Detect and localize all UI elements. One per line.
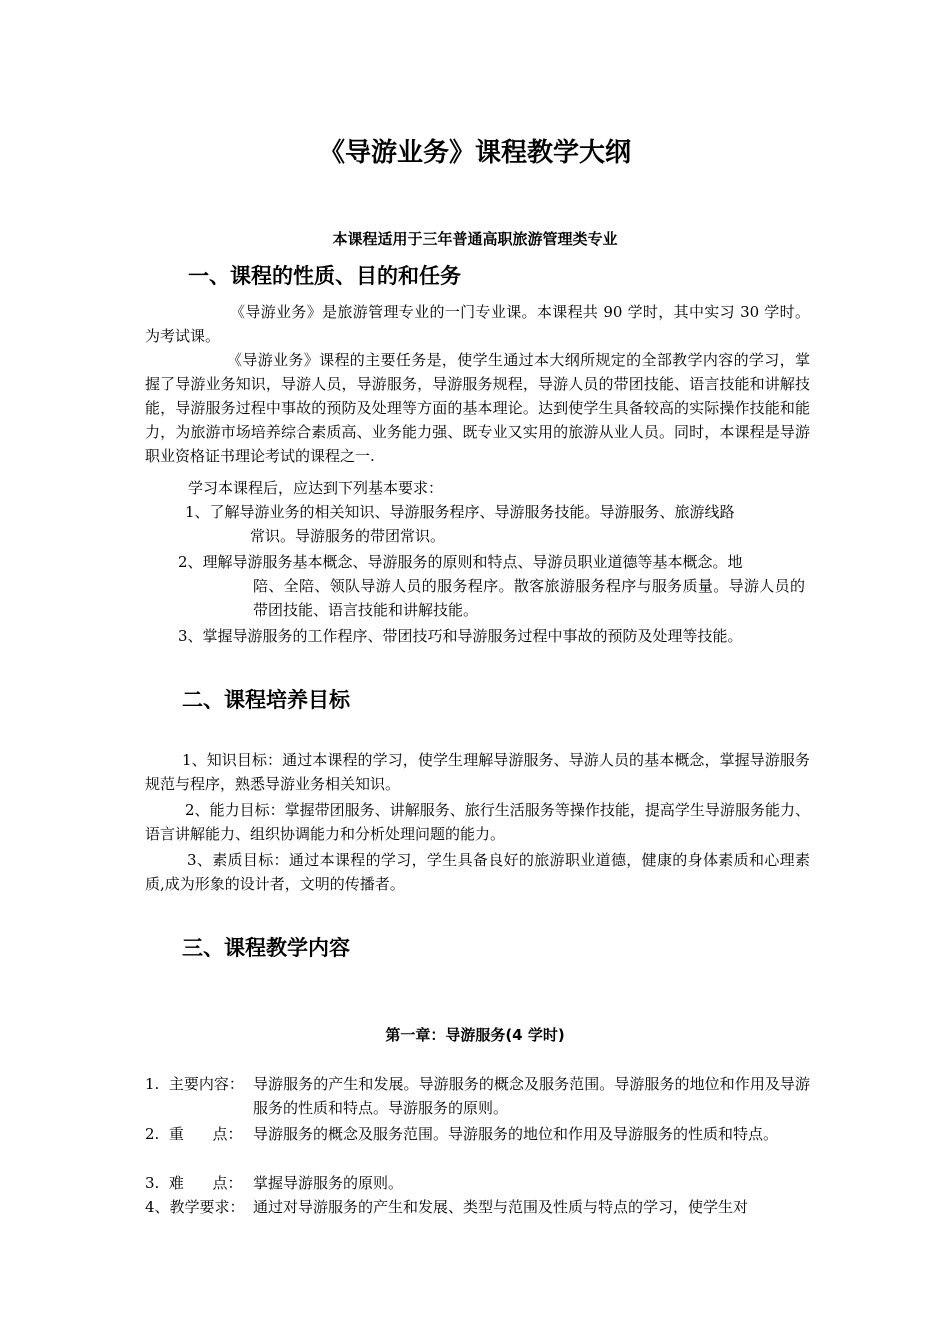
section1-heading: 一、课程的性质、目的和任务 [188, 264, 461, 288]
section2-heading: 二、课程培养目标 [182, 688, 350, 712]
section3-heading: 三、课程教学内容 [182, 936, 350, 960]
document-subtitle: 本课程适用于三年普通高职旅游管理类专业 [332, 230, 618, 248]
chapter1-item2-text: 导游服务的概念及服务范围。导游服务的地位和作用及导游服务的性质和特点。 [253, 1125, 779, 1143]
goal-3: 3、素质目标：通过本课程的学习，学生具备良好的旅游职业道德，健康的身体素质和心理素质,成为形象的设计者，文明的传播者。 [145, 851, 810, 893]
chapter1-heading: 第一章：导游服务(4 学时) [385, 1026, 565, 1044]
chapter1-item3-text: 掌握导游服务的原则。 [253, 1174, 404, 1192]
document-title: 《导游业务》课程教学大纲 [318, 138, 631, 168]
goal-1: 1、知识目标：通过本课程的学习，使学生理解导游服务、导游人员的基本概念，掌握导游服务规范与程序，熟悉导游业务相关知识。 [145, 751, 810, 793]
requirement-3: 3、掌握导游服务的工作程序、带团技巧和导游服务过程中事故的预防及处理等技能。 [178, 627, 743, 645]
chapter1-item4-text: 通过对导游服务的产生和发展、类型与范围及性质与特点的学习，使学生对 [253, 1198, 749, 1216]
requirement-1-rest: 常识。导游服务的带团常识。 [250, 527, 446, 545]
requirement-1-first-line: 1、了解导游业务的相关知识、导游服务程序、导游服务技能。导游服务、旅游线路 [185, 503, 735, 521]
chapter1-item1-label: 1. 主要内容： [145, 1075, 244, 1093]
goal-2: 2、能力目标：掌握带团服务、讲解服务、旅行生活服务等操作技能，提高学生导游服务能力、语言讲解能力、组织协调能力和分析处理问题的能力。 [145, 801, 810, 843]
requirement-2-rest: 陪、全陪、领队导游人员的服务程序。散客旅游服务程序与服务质量。导游人员的带团技能、语言技能和讲解技能。 [253, 577, 805, 619]
section1-para1: 《导游业务》是旅游管理专业的一门专业课。本课程共 90 学时，其中实习 30 学时。为考试课。 [145, 303, 810, 345]
chapter1-item3-label: 3. 难 点： [145, 1174, 243, 1192]
chapter1-item4-label: 4、教学要求： [145, 1198, 245, 1216]
chapter1-item2-label: 2. 重 点： [145, 1125, 243, 1143]
requirement-2-first-line: 2、理解导游服务基本概念、导游服务的原则和特点、导游员职业道德等基本概念。地 [178, 553, 743, 571]
chapter1-item1-text: 导游服务的产生和发展。导游服务的概念及服务范围。导游服务的地位和作用及导游服务的性质和特点。导游服务的原则。 [253, 1075, 810, 1117]
section1-para3: 学习本课程后，应达到下列基本要求： [188, 479, 444, 497]
section1-para2: 《导游业务》课程的主要任务是，使学生通过本大纲所规定的全部教学内容的学习，掌握了导游业务知识，导游人员，导游服务，导游服务规程，导游人员的带团技能、语言技能和讲解技能，导游服务过程中事故的预防及处理等方面的基本理论。达到使学生具备较高的实际操作技能和能力，为旅游市场培养综合素质高、业务能力强、既专业又实用的旅游从业人员。同时，本课程是导游职业资格证书理论考试的课程之一. [145, 351, 810, 465]
